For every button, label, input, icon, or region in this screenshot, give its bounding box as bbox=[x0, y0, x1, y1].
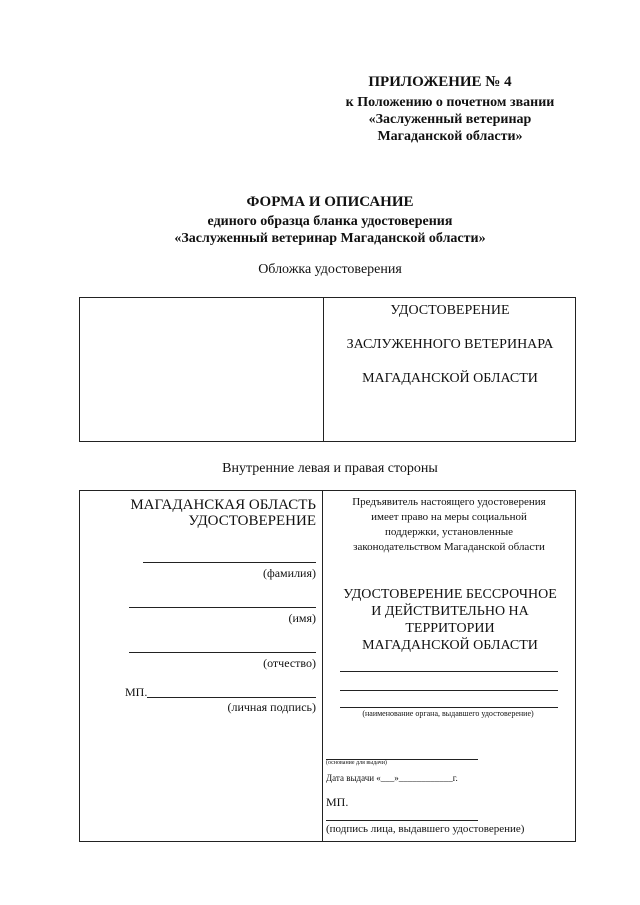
form-subtitle-1: единого образца бланка удостоверения bbox=[207, 214, 453, 229]
rights-line-4: законодательством Магаданской области bbox=[353, 541, 545, 553]
cover-region: МАГАДАНСКОЙ ОБЛАСТИ bbox=[362, 371, 538, 386]
appendix-line-2: «Заслуженный ветеринар bbox=[368, 112, 532, 127]
appendix-title: ПРИЛОЖЕНИЕ № 4 bbox=[368, 74, 512, 90]
form-subtitle-2: «Заслуженный ветеринар Магаданской области» bbox=[174, 231, 486, 246]
surname-label: (фамилия) bbox=[262, 566, 316, 580]
issuer-signature-label: (подпись лица, выдавшего удостоверение) bbox=[326, 823, 525, 835]
appendix-line-3: Магаданской области» bbox=[377, 129, 523, 144]
validity-line-2: И ДЕЙСТВИТЕЛЬНО НА bbox=[371, 604, 529, 619]
organ-line-2 bbox=[340, 690, 558, 691]
appendix-line-1: к Положению о почетном звании bbox=[345, 95, 555, 110]
name-label: (имя) bbox=[288, 611, 316, 625]
surname-line bbox=[143, 562, 316, 563]
rights-line-3: поддержки, установленные bbox=[384, 526, 514, 538]
rights-line-2: имеет право на меры социальной bbox=[371, 511, 527, 523]
personal-signature-label: (личная подпись) bbox=[227, 700, 316, 714]
inner-caption: Внутренние левая и правая стороны bbox=[222, 461, 438, 476]
validity-line-4: МАГАДАНСКОЙ ОБЛАСТИ bbox=[362, 638, 538, 653]
basis-label: (основание для выдачи) bbox=[326, 760, 387, 766]
stamp-prefix: МП. bbox=[125, 685, 148, 699]
organ-line-1 bbox=[340, 671, 558, 672]
form-title: ФОРМА И ОПИСАНИЕ bbox=[246, 194, 414, 210]
inner-left-heading-2: УДОСТОВЕРЕНИЕ bbox=[188, 513, 316, 529]
cover-caption: Обложка удостоверения bbox=[258, 262, 402, 277]
patronymic-line bbox=[129, 652, 316, 653]
issue-date: Дата выдачи «___»____________г. bbox=[326, 773, 458, 783]
patronymic-label: (отчество) bbox=[263, 656, 316, 670]
rights-line-1: Предъявитель настоящего удостоверения bbox=[352, 496, 546, 508]
issuer-signature-line bbox=[326, 820, 478, 821]
validity-line-3: ТЕРРИТОРИИ bbox=[405, 621, 495, 636]
validity-line-1: УДОСТОВЕРЕНИЕ БЕССРОЧНОЕ bbox=[343, 587, 557, 602]
organ-line-3 bbox=[340, 707, 558, 708]
personal-signature-line bbox=[147, 697, 316, 698]
organ-label: (наименование органа, выдавшего удостоверение) bbox=[362, 709, 534, 718]
issuer-stamp: МП. bbox=[326, 795, 349, 809]
inner-divider bbox=[322, 490, 323, 842]
inner-left-heading-1: МАГАДАНСКАЯ ОБЛАСТЬ bbox=[130, 497, 316, 513]
name-line bbox=[129, 607, 316, 608]
cover-subtitle: ЗАСЛУЖЕННОГО ВЕТЕРИНАРА bbox=[346, 337, 554, 352]
cover-title: УДОСТОВЕРЕНИЕ bbox=[390, 303, 510, 318]
